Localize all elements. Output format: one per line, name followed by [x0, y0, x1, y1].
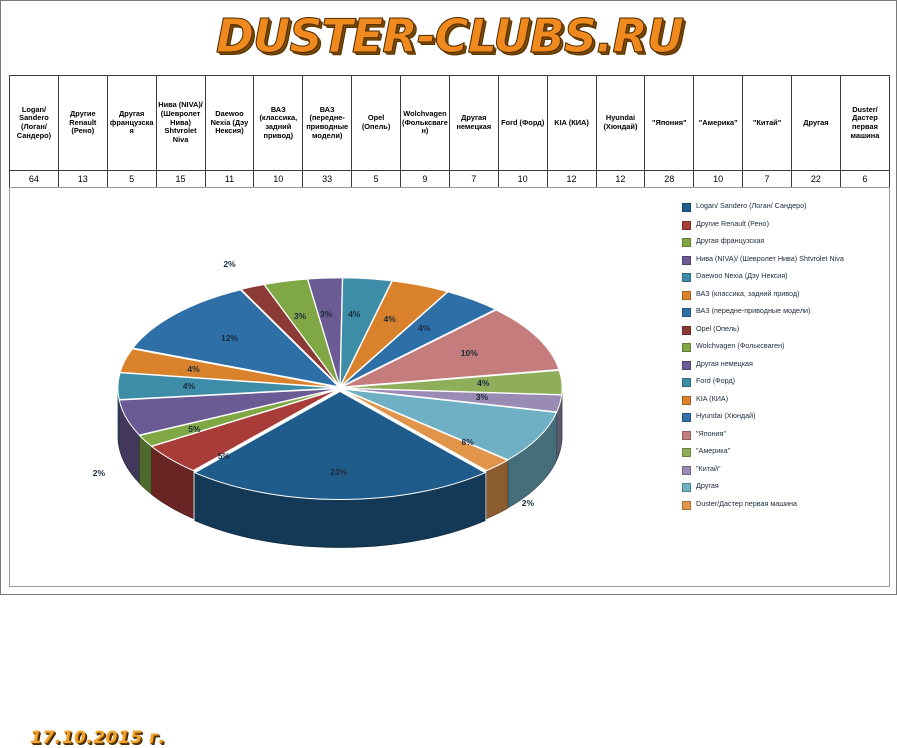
table-header-cell: Duster/ Дастер первая машина — [840, 76, 889, 171]
legend-swatch — [682, 343, 691, 352]
table-header-cell: Hyundai (Хюндай) — [596, 76, 645, 171]
table-value-cell: 5 — [352, 171, 401, 189]
legend-swatch — [682, 378, 691, 387]
legend-label: Logan/ Sandero (Логан/ Сандеро) — [696, 202, 807, 210]
legend-item — [682, 202, 887, 212]
legend-swatch — [682, 483, 691, 492]
legend-swatch — [682, 238, 691, 247]
legend-item — [682, 412, 887, 422]
legend-label: "Америка" — [696, 447, 730, 455]
legend-label: Другая — [696, 482, 719, 490]
legend-swatch — [682, 326, 691, 335]
pie-percent-label: 5% — [188, 424, 200, 434]
table-value-cell: 9 — [401, 171, 450, 189]
pie-percent-label: 12% — [221, 333, 238, 343]
legend-label: Другая немецкая — [696, 360, 753, 368]
legend-item — [682, 465, 887, 475]
pie-percent-label: 3% — [476, 392, 488, 402]
pie-percent-label: 5% — [218, 451, 230, 461]
legend-label: KIA (КИА) — [696, 395, 728, 403]
legend-item — [682, 377, 887, 387]
pie-percent-label: 4% — [477, 378, 489, 388]
table-value-cell: 28 — [645, 171, 694, 189]
legend-swatch — [682, 431, 691, 440]
pie-percent-label: 4% — [418, 323, 430, 333]
legend-label: Daewoo Nexia (Дэу Нексия) — [696, 272, 788, 280]
pie-chart — [10, 188, 670, 586]
pie-percent-label: 2% — [93, 468, 105, 478]
table-header-row — [10, 76, 890, 171]
legend-label: Wolchvagen (Фольксваген) — [696, 342, 784, 350]
legend-item — [682, 430, 887, 440]
pie-percent-label: 4% — [183, 381, 195, 391]
table-value-cell: 5 — [107, 171, 156, 189]
legend-swatch — [682, 291, 691, 300]
legend-swatch — [682, 501, 691, 510]
pie-percent-label: 4% — [187, 364, 199, 374]
pie-percent-label: 4% — [348, 309, 360, 319]
table-value-cell: 15 — [156, 171, 205, 189]
legend-label: Другая французская — [696, 237, 764, 245]
table-header-cell: ВАЗ (передне-приводные модели) — [303, 76, 352, 171]
data-table-wrapper — [9, 75, 890, 189]
table-header-cell: Wolchvagen (Фольксваген) — [401, 76, 450, 171]
pie-percent-label: 2% — [223, 259, 235, 269]
legend-swatch — [682, 361, 691, 370]
legend-label: Нива (NIVA)/ (Шевролет Нива) Shtvrolet Niva — [696, 255, 844, 263]
table-value-cell: 7 — [449, 171, 498, 189]
legend-item — [682, 482, 887, 492]
pie-percent-label: 2% — [522, 498, 534, 508]
data-table — [9, 75, 890, 189]
table-value-cell: 6 — [840, 171, 889, 189]
pie-percent-label: 4% — [383, 314, 395, 324]
pie-percent-label: 10% — [461, 348, 478, 358]
table-value-cell: 64 — [10, 171, 59, 189]
site-title-banner — [1, 5, 897, 67]
table-header-cell: Opel (Опель) — [352, 76, 401, 171]
legend-item — [682, 360, 887, 370]
table-header-cell: Другая немецкая — [449, 76, 498, 171]
table-header-cell: Ford (Форд) — [498, 76, 547, 171]
legend-item — [682, 395, 887, 405]
legend-item — [682, 237, 887, 247]
legend-label: Opel (Опель) — [696, 325, 739, 333]
table-value-cell: 13 — [58, 171, 107, 189]
table-value-cell: 12 — [596, 171, 645, 189]
table-header-cell: Другие Renault (Рено) — [58, 76, 107, 171]
table-value-cell: 7 — [743, 171, 792, 189]
table-row — [10, 171, 890, 189]
table-header-cell: "Америка" — [694, 76, 743, 171]
legend-item — [682, 290, 887, 300]
pie-percent-label: 3% — [294, 311, 306, 321]
legend-swatch — [682, 448, 691, 457]
legend-label: Hyundai (Хюндай) — [696, 412, 756, 420]
legend-swatch — [682, 256, 691, 265]
table-value-cell: 22 — [792, 171, 841, 189]
chart-legend — [682, 202, 887, 517]
table-value-cell: 10 — [498, 171, 547, 189]
legend-item — [682, 307, 887, 317]
legend-label: "Япония" — [696, 430, 726, 438]
legend-item — [682, 500, 887, 510]
table-header-cell: Другая французская — [107, 76, 156, 171]
legend-item — [682, 272, 887, 282]
pie-percent-label: 23% — [330, 467, 347, 477]
table-value-cell: 10 — [694, 171, 743, 189]
table-header-cell: "Китай" — [743, 76, 792, 171]
table-header-cell: Другая — [792, 76, 841, 171]
legend-swatch — [682, 273, 691, 282]
table-value-cell: 12 — [547, 171, 596, 189]
legend-item — [682, 325, 887, 335]
legend-swatch — [682, 466, 691, 475]
legend-item — [682, 342, 887, 352]
table-header-cell: Logan/ Sandero (Логан/ Сандеро) — [10, 76, 59, 171]
table-header-cell: ВАЗ (классика, задний привод) — [254, 76, 303, 171]
legend-item — [682, 447, 887, 457]
date-stamp: 17.10.2015 г. — [30, 728, 165, 748]
pie-chart-svg — [10, 188, 670, 586]
legend-label: Ford (Форд) — [696, 377, 735, 385]
legend-swatch — [682, 413, 691, 422]
table-header-cell: Daewoo Nexia (Дэу Нексия) — [205, 76, 254, 171]
table-header-cell: "Япония" — [645, 76, 694, 171]
legend-swatch — [682, 221, 691, 230]
pie-percent-label: 8% — [462, 437, 474, 447]
site-title: DUSTER-CLUBS.RU — [216, 9, 683, 63]
legend-item — [682, 220, 887, 230]
legend-swatch — [682, 396, 691, 405]
table-value-cell: 10 — [254, 171, 303, 189]
pie-percent-label: 3% — [320, 309, 332, 319]
legend-label: ВАЗ (классика, задний привод) — [696, 290, 799, 298]
legend-label: ВАЗ (передне-приводные модели) — [696, 307, 810, 315]
legend-label: Другие Renault (Рено) — [696, 220, 769, 228]
legend-label: "Китай" — [696, 465, 721, 473]
table-header-cell: KIA (КИА) — [547, 76, 596, 171]
legend-item — [682, 255, 887, 265]
chart-panel — [9, 187, 890, 587]
legend-label: Duster/Дастер первая машина — [696, 500, 797, 508]
table-value-cell: 33 — [303, 171, 352, 189]
legend-swatch — [682, 203, 691, 212]
legend-swatch — [682, 308, 691, 317]
table-value-cell: 11 — [205, 171, 254, 189]
table-header-cell: Нива (NIVA)/ (Шевролет Нива) Shtvrolet Niva — [156, 76, 205, 171]
